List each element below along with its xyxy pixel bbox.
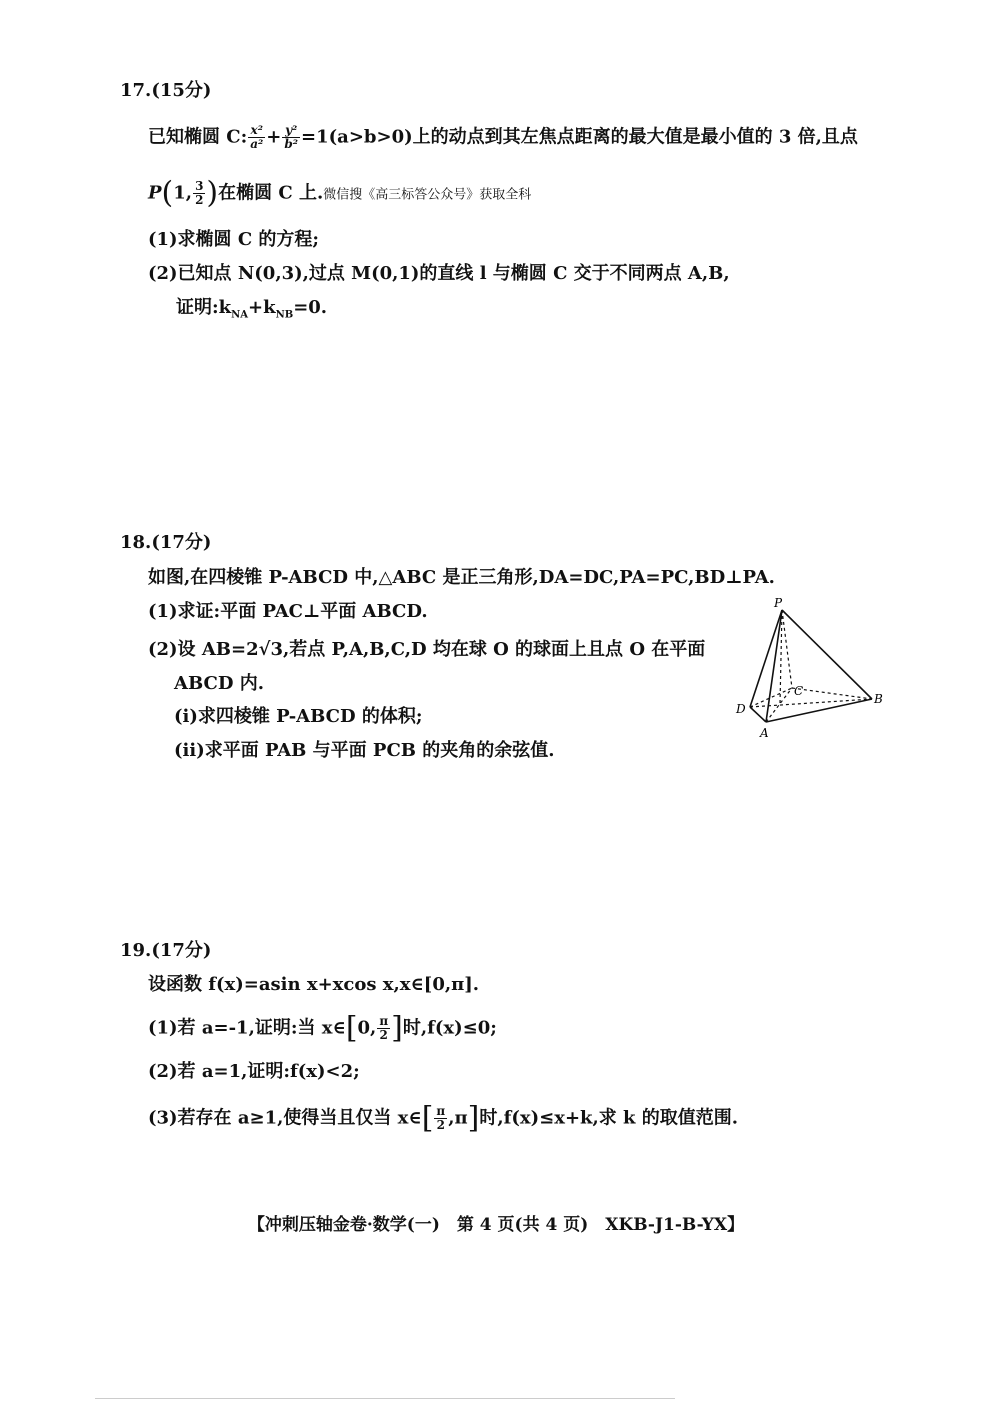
q18-part2: (2)设 AB=2√3,若点 P,A,B,C,D 均在球 O 的球面上且点 O 在平面 bbox=[148, 639, 706, 660]
q19-part3-post: 时,f(x)≤x+k,求 k 的取值范围. bbox=[479, 1107, 739, 1129]
q19-part1 bbox=[148, 1010, 497, 1046]
q17-stem bbox=[148, 124, 858, 151]
q19-part2: (2)若 a=1,证明:f(x)<2; bbox=[148, 1061, 360, 1082]
q17-proof-pre: 证明:k bbox=[176, 297, 232, 318]
q17-frac-y-num: y² bbox=[282, 124, 300, 138]
q17-frac-y bbox=[282, 124, 300, 151]
label-p: P bbox=[774, 596, 783, 610]
q17-frac-y-den: b² bbox=[284, 137, 299, 151]
q17-sub-na: NA bbox=[231, 309, 249, 321]
q17-proof-mid: +k bbox=[248, 297, 276, 318]
q17-p-den: 2 bbox=[195, 193, 204, 207]
q17-p-close: ) bbox=[206, 175, 219, 211]
page-footer: 【冲刺压轴金卷·数学(一) 第 4 页(共 4 页) XKB-J1-B-YX】 bbox=[247, 1215, 745, 1235]
q19-part3 bbox=[148, 1100, 739, 1136]
q17-frac-x-den: a² bbox=[250, 137, 264, 151]
edge-da bbox=[750, 707, 766, 722]
q19-part3-num: π bbox=[436, 1104, 446, 1118]
q19-part1-pre: (1)若 a=-1,证明:当 x∈ bbox=[148, 1017, 346, 1039]
edge-pc bbox=[782, 610, 792, 688]
q17-proof-post: =0. bbox=[293, 297, 328, 318]
q17-part2-proof bbox=[176, 296, 327, 328]
label-d: D bbox=[736, 702, 746, 716]
q17-frac-x-num: x² bbox=[248, 124, 265, 138]
q17-part1: (1)求椭圆 C 的方程; bbox=[148, 229, 320, 250]
q19-part1-den: 2 bbox=[379, 1028, 388, 1042]
q19-part1-rb: ] bbox=[391, 1010, 403, 1046]
q17-p-num: 3 bbox=[195, 179, 204, 193]
q17-stem-pre: 已知椭圆 C: bbox=[148, 126, 248, 148]
q17-p-frac bbox=[193, 180, 205, 207]
q17-watermark: 微信搜《高三标答公众号》获取全科 bbox=[323, 187, 532, 203]
q19-part3-pre: (3)若存在 a≥1,使得当且仅当 x∈ bbox=[148, 1107, 422, 1129]
q17-header: 17.(15分) bbox=[120, 80, 212, 101]
bottom-rule bbox=[95, 1398, 675, 1399]
q19-part3-rb: ] bbox=[467, 1100, 480, 1136]
q17-sub-nb: NB bbox=[275, 309, 294, 321]
q17-plus: + bbox=[266, 126, 282, 148]
q17-part2: (2)已知点 N(0,3),过点 M(0,1)的直线 l 与椭圆 C 交于不同两点 A,B, bbox=[148, 263, 730, 284]
q19-part3-mid: ,π bbox=[448, 1107, 468, 1129]
q19-part1-post: 时,f(x)≤0; bbox=[402, 1017, 497, 1039]
edge-pd bbox=[750, 610, 782, 707]
edge-cb bbox=[792, 688, 872, 699]
q17-stem-eq: =1(a>b>0)上的动点到其左焦点距离的最大值是最小值的 3 倍,且点 bbox=[301, 126, 858, 148]
q19-part3-frac bbox=[434, 1105, 447, 1132]
q19-part1-lb: [ bbox=[345, 1010, 358, 1046]
q19-part3-den: 2 bbox=[436, 1118, 445, 1132]
label-a: A bbox=[760, 726, 769, 740]
q18-header: 18.(17分) bbox=[120, 532, 212, 553]
edge-ab bbox=[766, 699, 872, 722]
q17-p-one: 1, bbox=[173, 182, 193, 204]
q17-point-line bbox=[148, 175, 532, 211]
q17-p-label: P bbox=[148, 182, 162, 204]
q17-p-after: 在椭圆 C 上. bbox=[218, 182, 324, 204]
q19-stem: 设函数 f(x)=asin x+xcos x,x∈[0,π]. bbox=[148, 974, 480, 995]
label-b: B bbox=[874, 692, 883, 706]
pyramid-figure bbox=[730, 595, 890, 740]
q18-sub1: (ⅰ)求四棱锥 P-ABCD 的体积; bbox=[174, 706, 423, 727]
q18-stem: 如图,在四棱锥 P-ABCD 中,△ABC 是正三角形,DA=DC,PA=PC,BD⊥PA. bbox=[148, 567, 775, 588]
q17-p-open: ( bbox=[161, 175, 174, 211]
q17-frac-x bbox=[248, 124, 265, 151]
label-c: C bbox=[794, 684, 804, 698]
q18-part2-cont: ABCD 内. bbox=[174, 673, 264, 694]
q19-header: 19.(17分) bbox=[120, 940, 212, 961]
q19-part1-num: π bbox=[379, 1014, 389, 1028]
q19-part3-lb: [ bbox=[421, 1100, 434, 1136]
q19-part1-zero: 0, bbox=[357, 1017, 377, 1039]
q18-sub2: (ⅱ)求平面 PAB 与平面 PCB 的夹角的余弦值. bbox=[174, 740, 555, 761]
q19-part1-frac bbox=[377, 1015, 390, 1042]
q18-part1: (1)求证:平面 PAC⊥平面 ABCD. bbox=[148, 601, 428, 622]
